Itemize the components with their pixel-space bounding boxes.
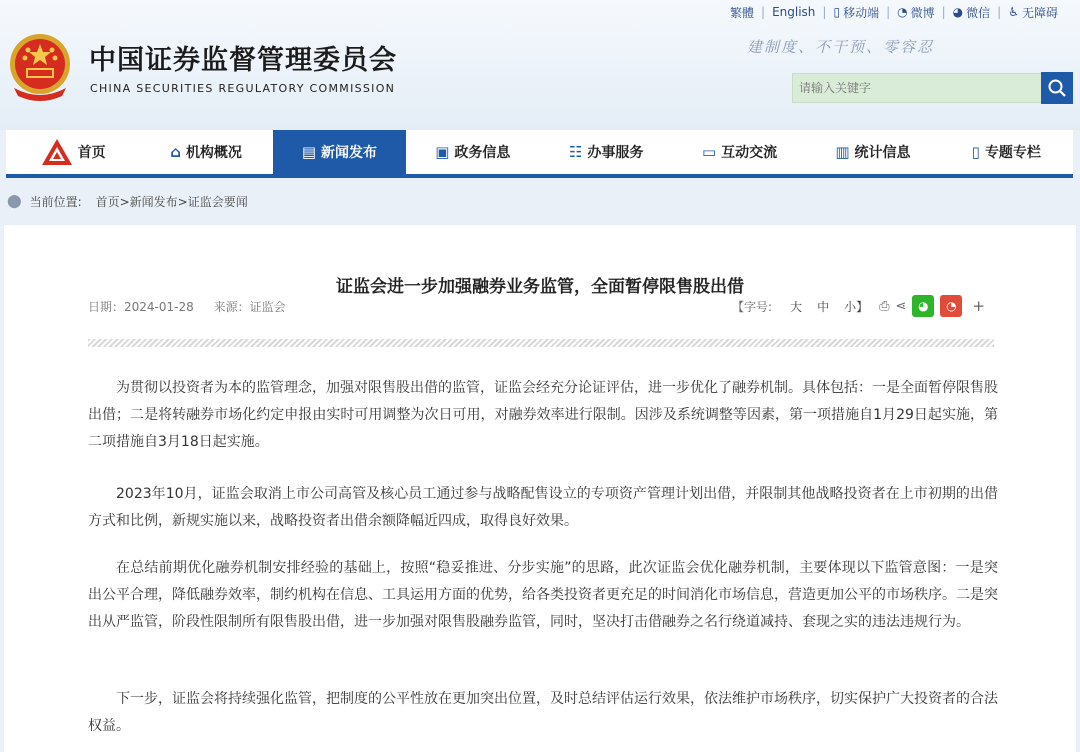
wechat-share-button[interactable]	[912, 295, 934, 317]
wechat-link[interactable]	[953, 4, 991, 21]
weibo-label: 微博	[910, 5, 935, 20]
site-title: 中国证券监督管理委员会	[89, 45, 397, 76]
breadcrumb-path[interactable]: 首页>新闻发布>证监会要闻	[95, 195, 248, 209]
font-small-button[interactable]: 小】	[844, 299, 869, 314]
location-pin-icon: ⬤	[7, 194, 22, 209]
nav-item-topics[interactable]	[940, 130, 1073, 174]
separator: |	[997, 5, 1002, 19]
weibo-share-button[interactable]	[940, 295, 962, 317]
national-emblem-icon	[4, 30, 76, 104]
nav-item-government-info[interactable]	[406, 130, 539, 174]
nav-item-news[interactable]	[273, 130, 406, 174]
print-icon[interactable]: ⎙	[879, 298, 890, 314]
share-icon[interactable]: ⋖	[895, 298, 907, 314]
article-source: 来源：证监会	[213, 300, 286, 314]
accessibility-icon: ♿	[1008, 5, 1019, 19]
more-share-icon[interactable]: +	[972, 297, 985, 315]
article-paragraph: 为贯彻以投资者为本的监管理念，加强对限售股出借的监管，证监会经充分论证评估，进一步优化了融券机制。具体包括：一是全面暂停限售股出借；二是将转融券市场化约定申报由实时可用调整为次日可用，对融券效率进行限制。因涉及系统调整等因素，第一项措施自1月29日起实施，第二项措施自3月18日起实施。	[88, 380, 998, 450]
breadcrumb	[7, 193, 248, 210]
weibo-icon: ◔	[946, 299, 957, 313]
separator: |	[761, 5, 766, 19]
article-paragraph: 2023年10月，证监会取消上市公司高管及核心员工通过参与战略配售设立的专项资产管理计划出借，并限制其他战略投资者在上市初期的出借方式和比例，新规实施以来，战略投资者出借余额降幅近四成，取得良好效果。	[88, 486, 998, 529]
article-paragraph: 下一步，证监会将持续强化监管，把制度的公平性放在更加突出位置，及时总结评估运行效果，依法维护市场秩序，切实保护广大投资者的合法权益。	[88, 691, 998, 734]
font-size-label: 【字号:	[732, 299, 773, 314]
breadcrumb-label: 当前位置:	[29, 195, 82, 209]
nav-label: 机构概况	[185, 145, 242, 161]
site-header	[0, 0, 1080, 130]
nav-item-services[interactable]	[540, 130, 673, 174]
news-icon: ▤	[301, 143, 317, 161]
nav-label: 互动交流	[721, 145, 778, 161]
divider	[88, 339, 994, 347]
nav-label: 政务信息	[454, 145, 511, 161]
article-title: 证监会进一步加强融券业务监管，全面暂停限售股出借	[336, 277, 744, 297]
article-tools	[732, 295, 985, 317]
nav-item-statistics[interactable]	[806, 130, 939, 174]
nav-label: 首页	[77, 145, 106, 161]
weibo-link[interactable]	[897, 4, 935, 21]
search-input[interactable]	[792, 73, 1042, 103]
mobile-link[interactable]	[833, 4, 879, 21]
font-medium-button[interactable]: 中	[817, 299, 830, 314]
top-links	[730, 3, 1058, 21]
article-paragraph: 在总结前期优化融券机制安排经验的基础上，按照“稳妥推进、分步实施”的思路，此次证监会优化融券机制，主要体现以下监管意图：一是突出公平合理，降低融券效率，制约机构在信息、工具运用方面的优势，给各类投资者更充足的时间消化市场信息，营造更加公平的市场秩序。二是突出从严监管，阶段性限制所有限售股出借，进一步加强对限售股融券监管，同时，坚决打击借融券之名行绕道减持、套现之实的违法违规行为。	[88, 560, 998, 630]
nav-item-home[interactable]	[6, 130, 139, 174]
separator: |	[941, 5, 946, 19]
nav-item-about[interactable]	[139, 130, 272, 174]
accessibility-label: 无障碍	[1021, 5, 1058, 20]
chat-icon: ▭	[701, 143, 717, 161]
nav-label: 专题专栏	[984, 145, 1041, 161]
wechat-icon: ◕	[952, 5, 964, 19]
nav-label: 统计信息	[854, 145, 911, 161]
logo-icon	[40, 137, 74, 167]
traditional-link[interactable]: 繁體	[730, 5, 755, 20]
article-meta	[88, 298, 302, 315]
font-large-button[interactable]: 大	[790, 299, 803, 314]
mobile-icon: ▯	[833, 5, 841, 19]
nav-item-interaction[interactable]	[673, 130, 806, 174]
article-date: 日期：2024-01-28	[88, 300, 194, 314]
search-button[interactable]	[1041, 72, 1073, 104]
bar-chart-icon: ▥	[835, 143, 850, 161]
wechat-label: 微信	[966, 5, 991, 20]
weibo-icon: ◔	[897, 5, 908, 19]
separator: |	[822, 5, 827, 19]
document-icon: ☷	[568, 143, 583, 161]
english-link[interactable]: English	[772, 5, 816, 19]
mobile-label: 移动端	[843, 5, 880, 20]
building-icon: ⌂	[170, 143, 181, 161]
accessibility-link[interactable]	[1008, 4, 1058, 21]
site-subtitle: CHINA SECURITIES REGULATORY COMMISSION	[90, 82, 396, 95]
slogan: 建制度、不干预、零容忍	[747, 38, 935, 56]
article-container	[4, 225, 1076, 752]
nav-label: 新闻发布	[321, 145, 378, 161]
monitor-icon: ▣	[435, 143, 450, 161]
main-nav	[6, 130, 1073, 178]
file-icon: ▯	[971, 143, 980, 161]
search-icon	[1047, 78, 1067, 98]
nav-label: 办事服务	[587, 145, 644, 161]
separator: |	[886, 5, 891, 19]
wechat-icon: ◕	[918, 299, 929, 313]
